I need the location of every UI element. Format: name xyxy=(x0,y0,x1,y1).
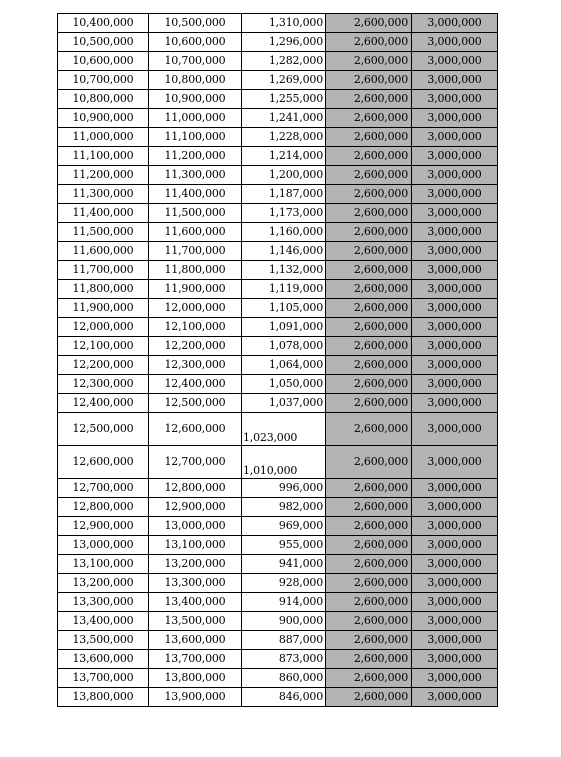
amount-cell: 887,000 xyxy=(242,631,326,650)
table-row xyxy=(58,631,498,650)
limit-cell: 2,600,000 xyxy=(326,52,412,71)
limit-cell: 2,600,000 xyxy=(326,337,412,356)
amount-cell: 928,000 xyxy=(242,574,326,593)
range-from-cell: 11,300,000 xyxy=(58,185,149,204)
amount-cell: 1,173,000 xyxy=(242,204,326,223)
cap-cell: 3,000,000 xyxy=(412,52,498,71)
table-row xyxy=(58,280,498,299)
range-to-cell: 11,100,000 xyxy=(149,128,242,147)
range-to-cell: 10,900,000 xyxy=(149,90,242,109)
range-to-cell: 13,400,000 xyxy=(149,593,242,612)
limit-cell: 2,600,000 xyxy=(326,71,412,90)
range-from-cell: 10,500,000 xyxy=(58,33,149,52)
range-to-cell: 12,600,000 xyxy=(149,413,242,446)
limit-cell: 2,600,000 xyxy=(326,650,412,669)
table-row xyxy=(58,536,498,555)
range-from-cell: 11,800,000 xyxy=(58,280,149,299)
limit-cell: 2,600,000 xyxy=(326,185,412,204)
table-row xyxy=(58,109,498,128)
amount-cell: 955,000 xyxy=(242,536,326,555)
range-to-cell: 11,300,000 xyxy=(149,166,242,185)
table-row xyxy=(58,33,498,52)
limit-cell: 2,600,000 xyxy=(326,166,412,185)
range-from-cell: 11,600,000 xyxy=(58,242,149,261)
amount-cell: 900,000 xyxy=(242,612,326,631)
table-row xyxy=(58,185,498,204)
range-to-cell: 11,900,000 xyxy=(149,280,242,299)
cap-cell: 3,000,000 xyxy=(412,14,498,33)
amount-cell: 1,078,000 xyxy=(242,337,326,356)
range-to-cell: 13,100,000 xyxy=(149,536,242,555)
amount-cell: 1,310,000 xyxy=(242,14,326,33)
range-from-cell: 13,500,000 xyxy=(58,631,149,650)
range-to-cell: 11,700,000 xyxy=(149,242,242,261)
cap-cell: 3,000,000 xyxy=(412,574,498,593)
range-from-cell: 13,000,000 xyxy=(58,536,149,555)
table-row xyxy=(58,166,498,185)
amount-cell: 1,296,000 xyxy=(242,33,326,52)
table-row xyxy=(58,394,498,413)
cap-cell: 3,000,000 xyxy=(412,375,498,394)
cap-cell: 3,000,000 xyxy=(412,612,498,631)
rate-table xyxy=(57,13,498,707)
range-to-cell: 13,700,000 xyxy=(149,650,242,669)
range-from-cell: 12,700,000 xyxy=(58,479,149,498)
limit-cell: 2,600,000 xyxy=(326,147,412,166)
cap-cell: 3,000,000 xyxy=(412,446,498,479)
amount-cell: 860,000 xyxy=(242,669,326,688)
range-from-cell: 12,500,000 xyxy=(58,413,149,446)
limit-cell: 2,600,000 xyxy=(326,517,412,536)
range-to-cell: 13,200,000 xyxy=(149,555,242,574)
limit-cell: 2,600,000 xyxy=(326,631,412,650)
limit-cell: 2,600,000 xyxy=(326,242,412,261)
cap-cell: 3,000,000 xyxy=(412,479,498,498)
limit-cell: 2,600,000 xyxy=(326,128,412,147)
limit-cell: 2,600,000 xyxy=(326,299,412,318)
range-from-cell: 10,600,000 xyxy=(58,52,149,71)
amount-cell: 1,187,000 xyxy=(242,185,326,204)
range-from-cell: 13,400,000 xyxy=(58,612,149,631)
table-row xyxy=(58,204,498,223)
range-to-cell: 11,000,000 xyxy=(149,109,242,128)
range-from-cell: 13,600,000 xyxy=(58,650,149,669)
amount-cell: 873,000 xyxy=(242,650,326,669)
range-to-cell: 12,500,000 xyxy=(149,394,242,413)
range-from-cell: 10,900,000 xyxy=(58,109,149,128)
range-from-cell: 12,600,000 xyxy=(58,446,149,479)
cap-cell: 3,000,000 xyxy=(412,413,498,446)
range-from-cell: 11,400,000 xyxy=(58,204,149,223)
cap-cell: 3,000,000 xyxy=(412,71,498,90)
limit-cell: 2,600,000 xyxy=(326,498,412,517)
amount-cell: 1,255,000 xyxy=(242,90,326,109)
range-to-cell: 13,600,000 xyxy=(149,631,242,650)
limit-cell: 2,600,000 xyxy=(326,223,412,242)
range-to-cell: 12,000,000 xyxy=(149,299,242,318)
range-to-cell: 13,300,000 xyxy=(149,574,242,593)
amount-cell: 982,000 xyxy=(242,498,326,517)
range-from-cell: 11,700,000 xyxy=(58,261,149,280)
limit-cell: 2,600,000 xyxy=(326,109,412,128)
range-from-cell: 11,200,000 xyxy=(58,166,149,185)
cap-cell: 3,000,000 xyxy=(412,90,498,109)
amount-cell: 1,214,000 xyxy=(242,147,326,166)
range-from-cell: 12,800,000 xyxy=(58,498,149,517)
cap-cell: 3,000,000 xyxy=(412,356,498,375)
limit-cell: 2,600,000 xyxy=(326,555,412,574)
amount-cell: 914,000 xyxy=(242,593,326,612)
limit-cell: 2,600,000 xyxy=(326,593,412,612)
limit-cell: 2,600,000 xyxy=(326,318,412,337)
limit-cell: 2,600,000 xyxy=(326,574,412,593)
table-row xyxy=(58,669,498,688)
range-from-cell: 12,000,000 xyxy=(58,318,149,337)
range-to-cell: 13,900,000 xyxy=(149,688,242,707)
table-row xyxy=(58,147,498,166)
range-to-cell: 13,800,000 xyxy=(149,669,242,688)
range-from-cell: 11,100,000 xyxy=(58,147,149,166)
table-row xyxy=(58,612,498,631)
cap-cell: 3,000,000 xyxy=(412,593,498,612)
amount-cell: 1,241,000 xyxy=(242,109,326,128)
table-row xyxy=(58,223,498,242)
limit-cell: 2,600,000 xyxy=(326,536,412,555)
cap-cell: 3,000,000 xyxy=(412,223,498,242)
amount-cell: 1,010,000 xyxy=(242,446,326,479)
range-from-cell: 12,300,000 xyxy=(58,375,149,394)
limit-cell: 2,600,000 xyxy=(326,14,412,33)
cap-cell: 3,000,000 xyxy=(412,109,498,128)
range-to-cell: 12,700,000 xyxy=(149,446,242,479)
range-from-cell: 13,700,000 xyxy=(58,669,149,688)
amount-cell: 1,091,000 xyxy=(242,318,326,337)
table-row xyxy=(58,318,498,337)
table-row xyxy=(58,498,498,517)
range-from-cell: 12,400,000 xyxy=(58,394,149,413)
amount-cell: 1,132,000 xyxy=(242,261,326,280)
cap-cell: 3,000,000 xyxy=(412,688,498,707)
range-to-cell: 10,500,000 xyxy=(149,14,242,33)
cap-cell: 3,000,000 xyxy=(412,498,498,517)
range-from-cell: 11,500,000 xyxy=(58,223,149,242)
amount-cell: 1,119,000 xyxy=(242,280,326,299)
amount-cell: 996,000 xyxy=(242,479,326,498)
cap-cell: 3,000,000 xyxy=(412,185,498,204)
cap-cell: 3,000,000 xyxy=(412,128,498,147)
limit-cell: 2,600,000 xyxy=(326,356,412,375)
table-row xyxy=(58,555,498,574)
limit-cell: 2,600,000 xyxy=(326,33,412,52)
limit-cell: 2,600,000 xyxy=(326,90,412,109)
table-row xyxy=(58,14,498,33)
amount-cell: 1,282,000 xyxy=(242,52,326,71)
limit-cell: 2,600,000 xyxy=(326,280,412,299)
range-from-cell: 10,800,000 xyxy=(58,90,149,109)
range-to-cell: 10,700,000 xyxy=(149,52,242,71)
table-row xyxy=(58,375,498,394)
range-from-cell: 10,700,000 xyxy=(58,71,149,90)
table-row xyxy=(58,242,498,261)
table-row xyxy=(58,356,498,375)
range-to-cell: 11,600,000 xyxy=(149,223,242,242)
range-to-cell: 13,000,000 xyxy=(149,517,242,536)
table-row xyxy=(58,593,498,612)
table-row xyxy=(58,650,498,669)
range-to-cell: 12,800,000 xyxy=(149,479,242,498)
cap-cell: 3,000,000 xyxy=(412,669,498,688)
limit-cell: 2,600,000 xyxy=(326,446,412,479)
amount-cell: 846,000 xyxy=(242,688,326,707)
cap-cell: 3,000,000 xyxy=(412,536,498,555)
range-to-cell: 10,600,000 xyxy=(149,33,242,52)
range-to-cell: 11,800,000 xyxy=(149,261,242,280)
range-to-cell: 11,400,000 xyxy=(149,185,242,204)
range-to-cell: 12,200,000 xyxy=(149,337,242,356)
range-to-cell: 10,800,000 xyxy=(149,71,242,90)
table-row xyxy=(58,688,498,707)
limit-cell: 2,600,000 xyxy=(326,688,412,707)
range-to-cell: 11,200,000 xyxy=(149,147,242,166)
cap-cell: 3,000,000 xyxy=(412,299,498,318)
limit-cell: 2,600,000 xyxy=(326,261,412,280)
cap-cell: 3,000,000 xyxy=(412,517,498,536)
table-row xyxy=(58,261,498,280)
range-from-cell: 11,000,000 xyxy=(58,128,149,147)
limit-cell: 2,600,000 xyxy=(326,612,412,631)
amount-cell: 1,200,000 xyxy=(242,166,326,185)
limit-cell: 2,600,000 xyxy=(326,413,412,446)
range-from-cell: 13,200,000 xyxy=(58,574,149,593)
table-row xyxy=(58,413,498,446)
range-to-cell: 12,300,000 xyxy=(149,356,242,375)
range-to-cell: 12,100,000 xyxy=(149,318,242,337)
amount-cell: 1,160,000 xyxy=(242,223,326,242)
cap-cell: 3,000,000 xyxy=(412,280,498,299)
range-from-cell: 13,300,000 xyxy=(58,593,149,612)
table-row xyxy=(58,299,498,318)
amount-cell: 1,037,000 xyxy=(242,394,326,413)
table-row xyxy=(58,479,498,498)
limit-cell: 2,600,000 xyxy=(326,204,412,223)
amount-cell: 1,269,000 xyxy=(242,71,326,90)
range-to-cell: 11,500,000 xyxy=(149,204,242,223)
cap-cell: 3,000,000 xyxy=(412,631,498,650)
range-to-cell: 12,900,000 xyxy=(149,498,242,517)
cap-cell: 3,000,000 xyxy=(412,261,498,280)
table-row xyxy=(58,337,498,356)
amount-cell: 1,064,000 xyxy=(242,356,326,375)
range-from-cell: 10,400,000 xyxy=(58,14,149,33)
range-to-cell: 13,500,000 xyxy=(149,612,242,631)
table-row xyxy=(58,517,498,536)
table-row xyxy=(58,574,498,593)
limit-cell: 2,600,000 xyxy=(326,479,412,498)
cap-cell: 3,000,000 xyxy=(412,204,498,223)
rate-table-body xyxy=(58,14,498,707)
cap-cell: 3,000,000 xyxy=(412,555,498,574)
table-row xyxy=(58,52,498,71)
table-row xyxy=(58,446,498,479)
cap-cell: 3,000,000 xyxy=(412,337,498,356)
table-row xyxy=(58,71,498,90)
range-from-cell: 12,900,000 xyxy=(58,517,149,536)
amount-cell: 941,000 xyxy=(242,555,326,574)
cap-cell: 3,000,000 xyxy=(412,242,498,261)
range-from-cell: 12,200,000 xyxy=(58,356,149,375)
range-to-cell: 12,400,000 xyxy=(149,375,242,394)
amount-cell: 1,228,000 xyxy=(242,128,326,147)
limit-cell: 2,600,000 xyxy=(326,375,412,394)
range-from-cell: 13,800,000 xyxy=(58,688,149,707)
cap-cell: 3,000,000 xyxy=(412,394,498,413)
range-from-cell: 11,900,000 xyxy=(58,299,149,318)
cap-cell: 3,000,000 xyxy=(412,318,498,337)
table-row xyxy=(58,128,498,147)
cap-cell: 3,000,000 xyxy=(412,147,498,166)
amount-cell: 1,146,000 xyxy=(242,242,326,261)
limit-cell: 2,600,000 xyxy=(326,669,412,688)
limit-cell: 2,600,000 xyxy=(326,394,412,413)
cap-cell: 3,000,000 xyxy=(412,166,498,185)
range-from-cell: 13,100,000 xyxy=(58,555,149,574)
table-row xyxy=(58,90,498,109)
amount-cell: 1,050,000 xyxy=(242,375,326,394)
amount-cell: 1,023,000 xyxy=(242,413,326,446)
cap-cell: 3,000,000 xyxy=(412,33,498,52)
range-from-cell: 12,100,000 xyxy=(58,337,149,356)
amount-cell: 969,000 xyxy=(242,517,326,536)
cap-cell: 3,000,000 xyxy=(412,650,498,669)
amount-cell: 1,105,000 xyxy=(242,299,326,318)
